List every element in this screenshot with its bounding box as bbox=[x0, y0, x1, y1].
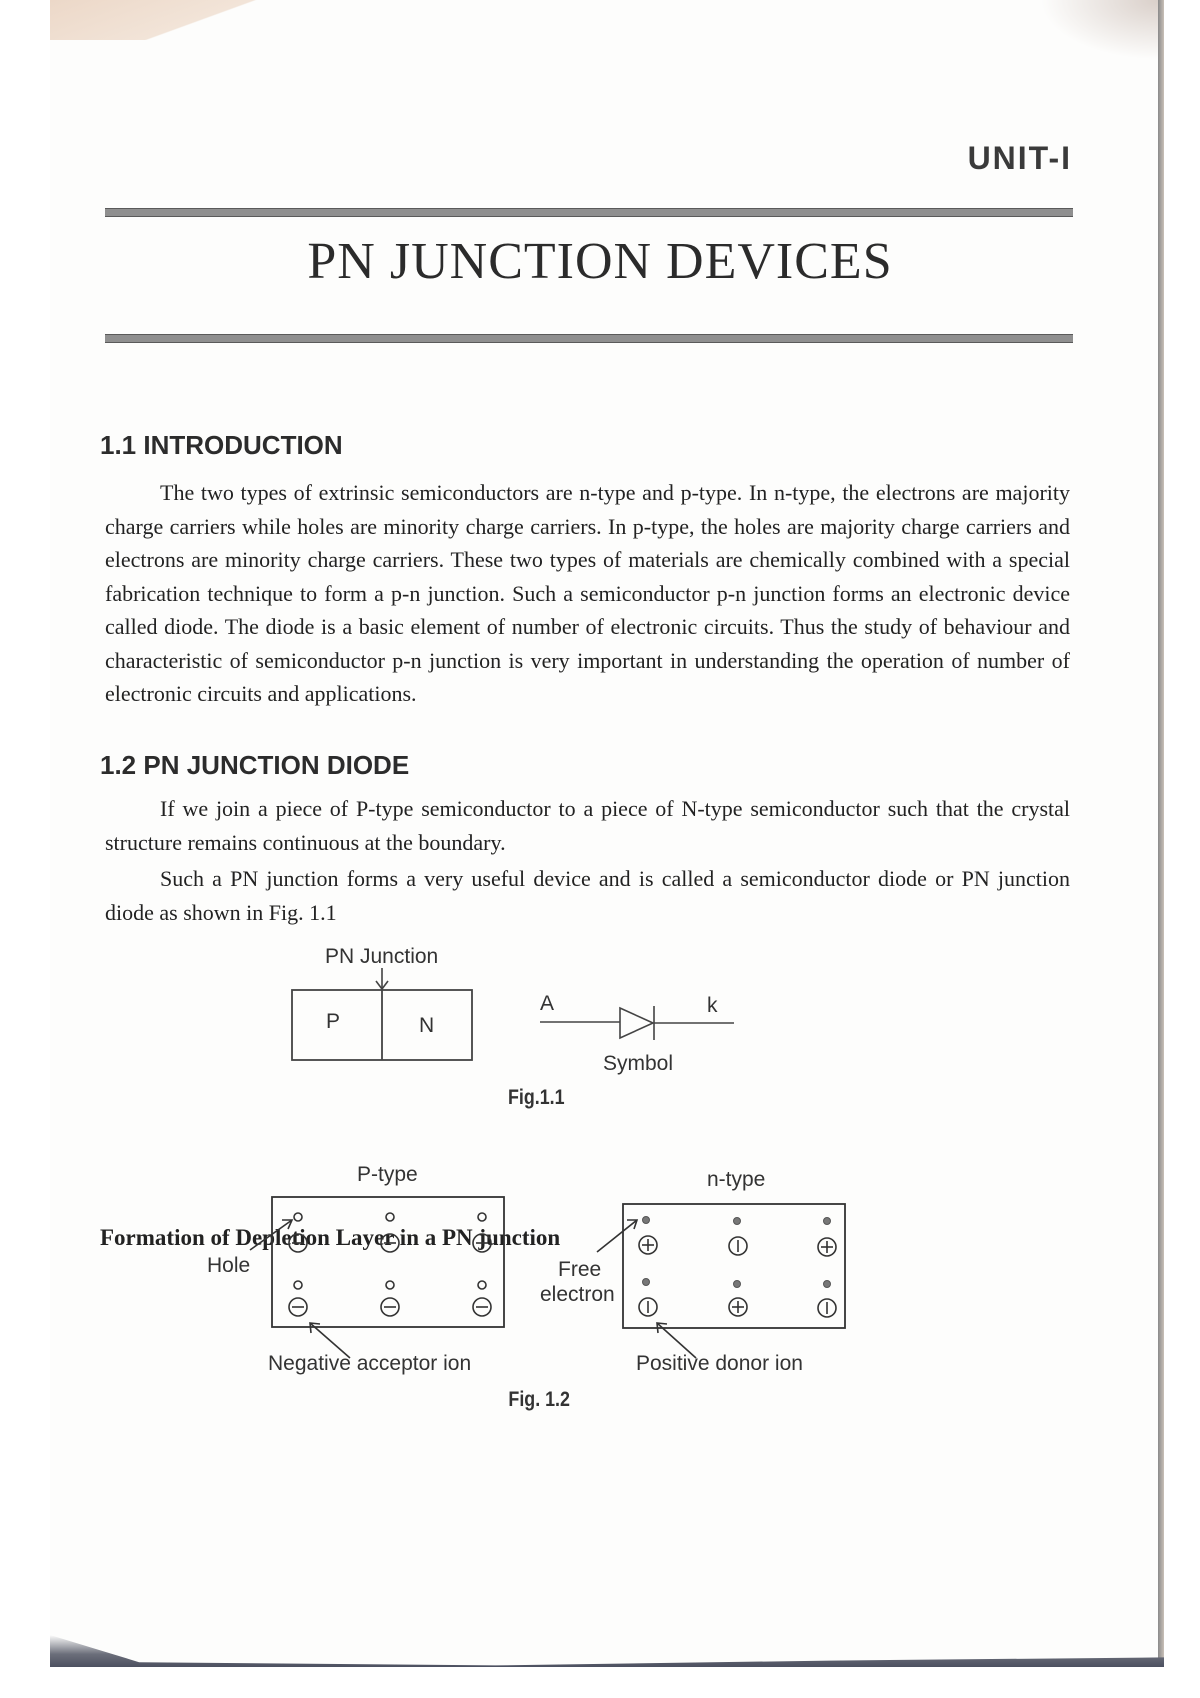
negative-acceptor-ion-label: Negative acceptor ion bbox=[268, 1352, 472, 1375]
free-electron-pointer-arrow-icon bbox=[595, 1212, 645, 1262]
pn-block-diagram bbox=[290, 968, 490, 1068]
title-rule-top bbox=[105, 208, 1073, 217]
p-type-label: P-type bbox=[357, 1163, 418, 1186]
p-region-label: P bbox=[326, 1010, 341, 1033]
title-rule-bottom bbox=[105, 334, 1073, 343]
pn-junction-label: PN Junction bbox=[325, 945, 439, 968]
unit-label: UNIT-I bbox=[967, 140, 1072, 176]
chapter-title: PN JUNCTION DEVICES bbox=[307, 233, 893, 290]
cathode-label: k bbox=[707, 994, 718, 1017]
p-type-block-diagram bbox=[270, 1195, 510, 1335]
figure-caption-1-2: Fig. 1.2 bbox=[508, 1388, 570, 1411]
depletion-layer-subheading: Formation of Depletion Layer in a PN junction bbox=[100, 1225, 561, 1250]
hole-label: Hole bbox=[207, 1254, 251, 1277]
section-heading-pn-junction-diode: 1.2 PN JUNCTION DIODE bbox=[100, 750, 410, 780]
figure-caption-1-1: Fig.1.1 bbox=[507, 1086, 565, 1109]
free-electron-label-line2: electron bbox=[540, 1283, 615, 1306]
page-corner-shadow bbox=[1040, 0, 1160, 60]
pn-diode-paragraph-2: Such a PN junction forms a very useful device and is called a semiconductor diode or PN junction diode as shown in Fig. 1.1 bbox=[105, 866, 1070, 925]
free-electron-label-line1: Free bbox=[558, 1258, 602, 1281]
n-region-label: N bbox=[419, 1014, 435, 1037]
introduction-paragraph: The two types of extrinsic semiconductors are n-type and p-type. In n-type, the electrons are majority charge carriers while holes are minority charge carriers. In p-type, the holes are majority charge carriers and electrons are minority charge carriers. These two types of materials are chemically combined with a special fabrication technique to form a p-n junction. Such a semiconductor p-n junction forms an electronic device called diode. The diode is a basic element of number of electronic circuits. Thus the study of behaviour and characteristic of semiconductor p-n junction is very important in understanding the operation of number of electronic circuits and applications. bbox=[105, 480, 1070, 706]
pn-diode-paragraph-1: If we join a piece of P-type semiconductor to a piece of N-type semiconductor such that the crystal structure remains continuous at the boundary. bbox=[105, 796, 1070, 855]
diode-symbol-icon bbox=[540, 1000, 740, 1050]
hole-pointer-arrow-icon bbox=[248, 1210, 298, 1260]
section-heading-introduction: 1.1 INTRODUCTION bbox=[100, 430, 343, 460]
positive-donor-ion-label: Positive donor ion bbox=[636, 1352, 803, 1375]
page-corner-shadow bbox=[50, 0, 280, 40]
anode-label: A bbox=[540, 992, 555, 1015]
symbol-label: Symbol bbox=[603, 1052, 674, 1075]
n-type-label: n-type bbox=[707, 1168, 766, 1191]
n-type-block-diagram bbox=[621, 1202, 861, 1332]
